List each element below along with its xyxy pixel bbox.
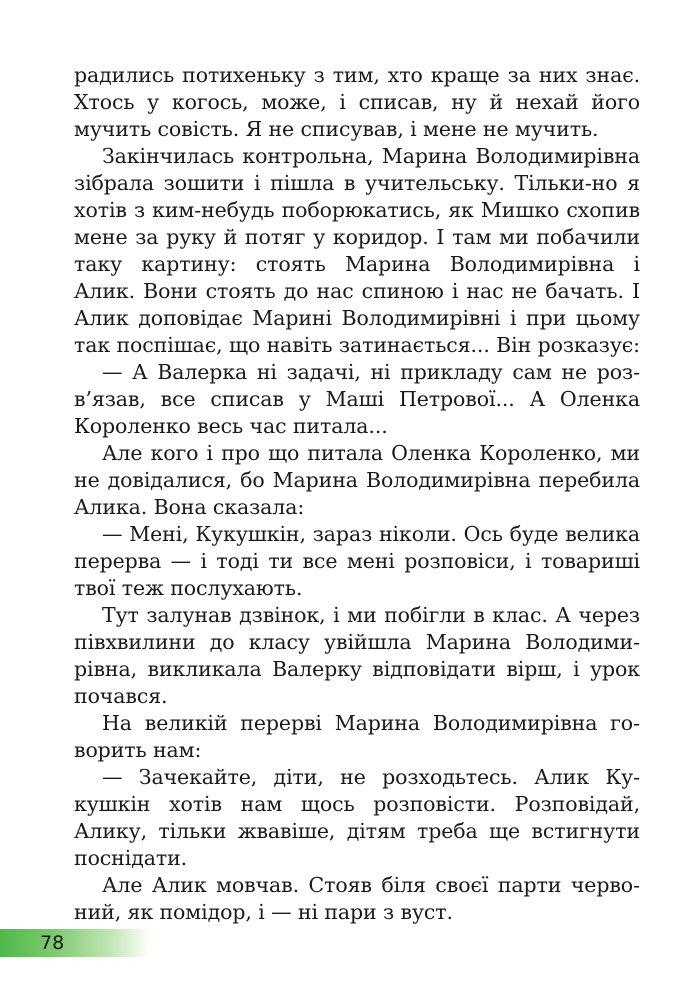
page-number-bar [0, 929, 150, 957]
paragraph-8: — Зачекайте, діти, не розходьтесь. Алик Кукушкін хотів нам щось розповісти. Розповідай, Алику, тільки жвавіше, дітям треба ще встигнути поснідати. [74, 765, 640, 870]
paragraph-9: Але Алик мовчав. Стояв біля своєї парти червоний, як помідор, і — ні пари з вуст. [74, 873, 640, 924]
page-number: 78 [40, 932, 65, 954]
paragraph-3: — А Валерка ні задачі, ні прикладу сам не розв’язав, все списав у Маші Петрової... А Оленка Короленко весь час питала... [74, 360, 640, 438]
page-body-text [74, 62, 640, 926]
paragraph-1: радились потихеньку з тим, хто краще за них знає. Хтось у когось, може, і списав, ну й нехай його мучить совість. Я не списував, і мене не мучить. [74, 63, 640, 141]
paragraph-2: Закінчилась контрольна, Марина Володимирівна зібрала зошити і пішла в учительську. Тільки-но я хотів з ким-небудь поборюкатись, як Мишко схопив мене за руку й потяг у коридор. І там ми побачили таку картину: стоять Марина Володимирівна і Алик. Вони стоять до нас спиною і нас не бачать. І Алик доповідає Марині Володимирівні і при цьому так поспішає, що навіть затинається... Він розказує: [74, 144, 640, 357]
paragraph-6: Тут залунав дзвінок, і ми побігли в клас. А через півхвилини до класу увійшла Марина Володимирівна, викликала Валерку відповідати вірш, і урок почався. [74, 603, 640, 708]
paragraph-4: Але кого і про що питала Оленка Короленко, ми не довідалися, бо Марина Володимирівна перебила Алика. Вона сказала: [74, 441, 640, 519]
paragraph-5: — Мені, Кукушкін, зараз ніколи. Ось буде велика перерва — і тоді ти все мені розповіси, і товариші твої теж послухають. [74, 522, 640, 600]
paragraph-7: На великій перерві Марина Володимирівна говорить нам: [74, 711, 640, 762]
